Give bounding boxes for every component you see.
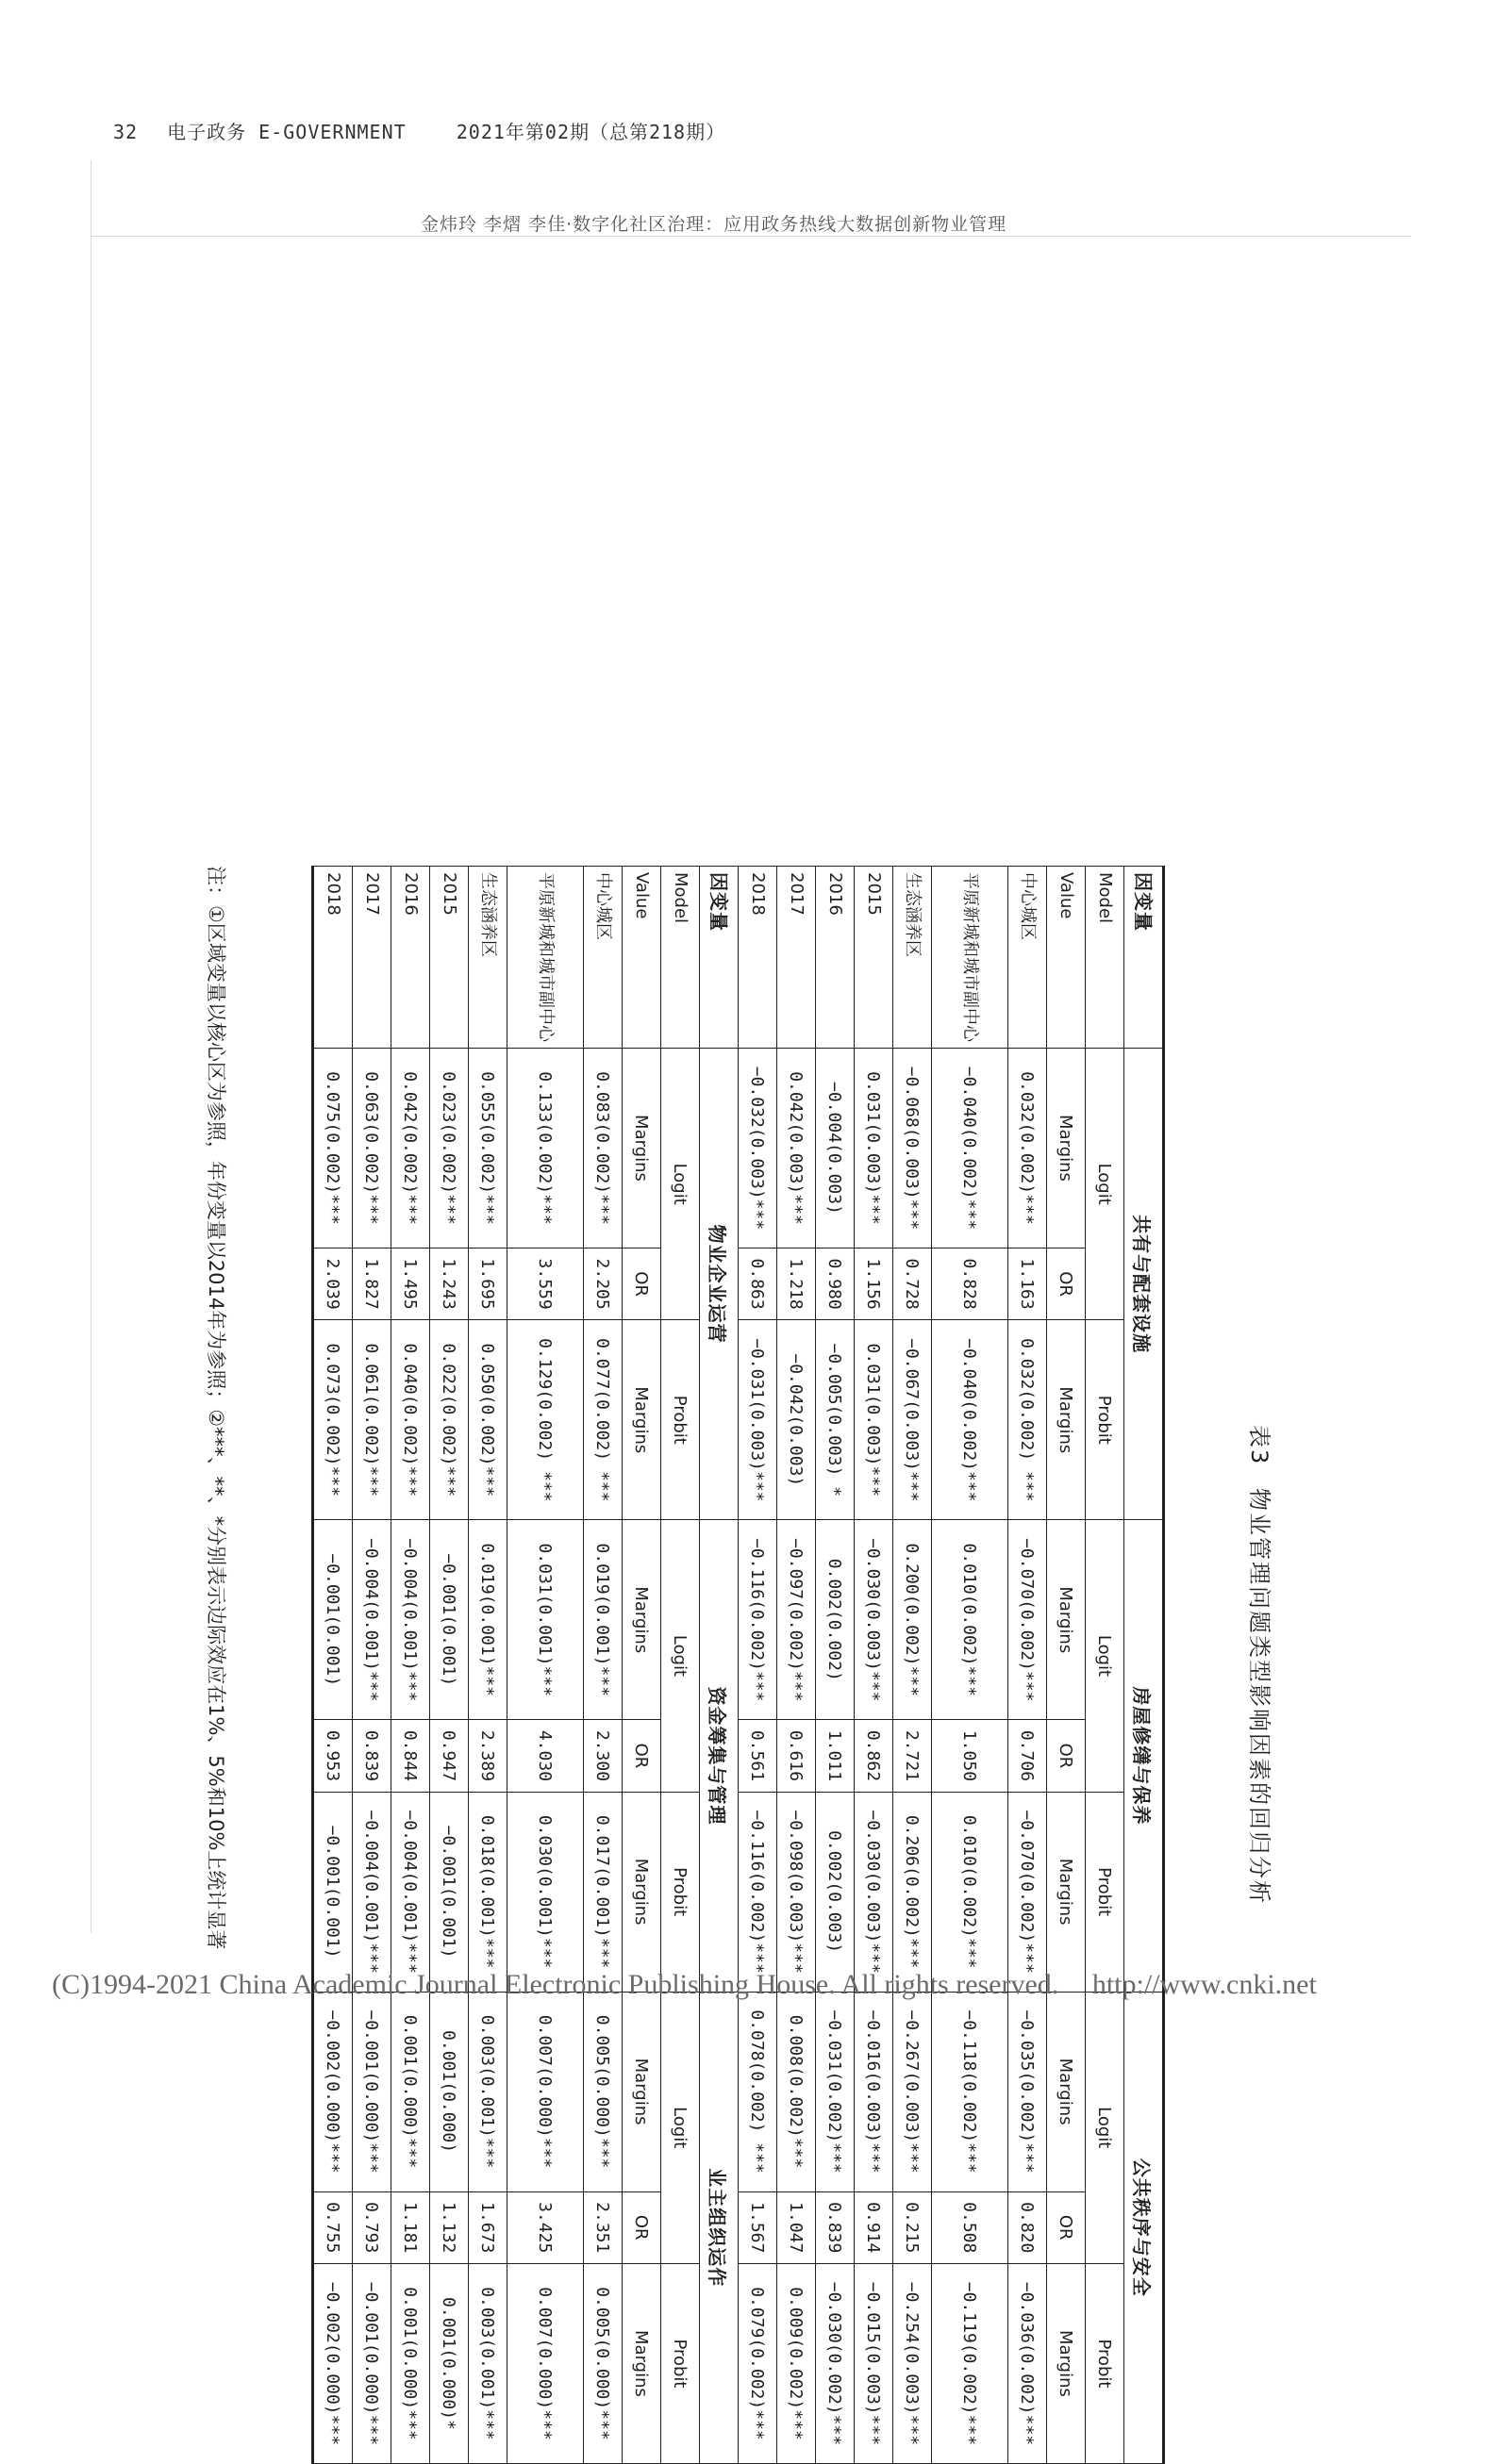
article-running-title: 金炜玲 李熠 李佳·数字化社区治理：应用政务热线大数据创新物业管理 [421, 214, 1007, 235]
table-cell: 0.001(0.000)*** [391, 2263, 430, 2463]
table-cell: 1.047 [777, 2191, 816, 2263]
table-cell: 0.862 [855, 1720, 893, 1792]
column-header: OR [1047, 1720, 1086, 1792]
table-cell: 1.050 [932, 1720, 1008, 1792]
table-cell: −0.002(0.000)*** [313, 2263, 353, 2463]
table-cell: 0.561 [739, 1720, 777, 1792]
table-cell: 0.055(0.002)*** [469, 1049, 507, 1249]
issue-info: 2021年第02期（总第218期） [456, 121, 726, 143]
table-note: 注：①区域变量以核心区为参照，年份变量以2014年为参照；②***、**、*分别表示边际效应在1%、5%和10%上统计显著 [205, 866, 227, 1950]
table-cell: −0.005(0.003) * [816, 1320, 855, 1520]
table-cell: 0.616 [777, 1720, 816, 1792]
table-cell: −0.001(0.001) [313, 1792, 353, 1992]
table-cell: 0.007(0.000)*** [507, 2263, 584, 2463]
group-header: 房屋修缮与保养 [1124, 1520, 1164, 1992]
column-header: Margins [623, 1320, 661, 1520]
row-label: 中心城区 [1008, 867, 1047, 1049]
page-number: 32 [113, 121, 139, 143]
table-cell: 0.009(0.002)*** [777, 2263, 816, 2463]
table-caption [1245, 866, 1278, 2464]
table-cell: −0.015(0.003)*** [855, 2263, 893, 2463]
regression-table [311, 866, 1165, 2464]
model-name: Logit [661, 1520, 700, 1792]
header-rule [91, 236, 1411, 237]
model-name: Logit [1086, 1049, 1124, 1320]
table-row [353, 867, 391, 2464]
table-cell: −0.097(0.002)*** [777, 1520, 816, 1720]
table-cell: 1.163 [1008, 1248, 1047, 1319]
table-cell: −0.004(0.001)*** [353, 1520, 391, 1720]
table-cell: 0.022(0.002)*** [430, 1320, 469, 1520]
table-cell: −0.001(0.001) [430, 1520, 469, 1720]
table-cell: 0.005(0.000)*** [584, 1992, 623, 2191]
table-cell: 3.559 [507, 1248, 584, 1319]
table-row [430, 867, 469, 2464]
table-cell: 1.695 [469, 1248, 507, 1319]
header-row-values [623, 867, 661, 2464]
table-cell: 0.031(0.003)*** [855, 1049, 893, 1249]
table-cell: −0.119(0.002)*** [932, 2263, 1008, 2463]
table-cell: −0.001(0.000)*** [353, 2263, 391, 2463]
table-cell: 0.042(0.002)*** [391, 1049, 430, 1249]
table-cell: 1.673 [469, 2191, 507, 2263]
row-label: 2017 [777, 867, 816, 1049]
table-cell: 0.031(0.003)*** [855, 1320, 893, 1520]
table-cell: −0.070(0.002)*** [1008, 1520, 1047, 1720]
table-cell: −0.116(0.002)*** [739, 1792, 777, 1992]
table-cell: 0.001(0.000) [430, 1992, 469, 2191]
table-cell: 0.200(0.002)*** [893, 1520, 932, 1720]
model-name: Logit [1086, 1520, 1124, 1792]
table-cell: 0.008(0.002)*** [777, 1992, 816, 2191]
table-cell: −0.036(0.002)*** [1008, 2263, 1047, 2463]
group-header: 资金筹集与管理 [700, 1520, 739, 1992]
group-header: 共有与配套设施 [1124, 1049, 1164, 1520]
table-cell: 2.039 [313, 1248, 353, 1319]
header-row-groups [1124, 867, 1164, 2464]
header-row-models [661, 867, 700, 2464]
table-cell: −0.116(0.002)*** [739, 1520, 777, 1720]
table-cell: 0.017(0.001)*** [584, 1792, 623, 1992]
table-cell: 0.002(0.002) [816, 1520, 855, 1720]
column-header: OR [1047, 1248, 1086, 1319]
table-cell: −0.040(0.002)*** [932, 1320, 1008, 1520]
model-name: Probit [1086, 1320, 1124, 1520]
table-cell: −0.004(0.001)*** [353, 1792, 391, 1992]
table-row [584, 867, 623, 2464]
table-cell: 0.953 [313, 1720, 353, 1792]
table-cell: 1.243 [430, 1248, 469, 1319]
row-label: 2017 [353, 867, 391, 1049]
table-cell: −0.004(0.001)*** [391, 1792, 430, 1992]
table-cell: 0.050(0.002)*** [469, 1320, 507, 1520]
column-header: OR [623, 2191, 661, 2263]
table-cell: −0.030(0.002)*** [816, 2263, 855, 2463]
table-cell: −0.004(0.001)*** [391, 1520, 430, 1720]
table-cell: −0.068(0.003)*** [893, 1049, 932, 1249]
table-cell: −0.118(0.002)*** [932, 1992, 1008, 2191]
table-cell: 2.351 [584, 2191, 623, 2263]
model-name: Probit [1086, 1792, 1124, 1992]
column-header: Margins [1047, 1520, 1086, 1720]
table-cell: −0.030(0.003)*** [855, 1792, 893, 1992]
table-body [313, 867, 1164, 2464]
table-row [313, 867, 353, 2464]
journal-name: 电子政务 E-GOVERNMENT [167, 121, 407, 143]
table-row [932, 867, 1008, 2464]
row-label: 2015 [855, 867, 893, 1049]
table-cell: 2.721 [893, 1720, 932, 1792]
row-label: 平原新城和城市副中心 [507, 867, 584, 1049]
row-label: 生态涵养区 [893, 867, 932, 1049]
table-cell: −0.035(0.002)*** [1008, 1992, 1047, 2191]
table-cell: 3.425 [507, 2191, 584, 2263]
table-cell: 0.061(0.002)*** [353, 1320, 391, 1520]
table-cell: 0.914 [855, 2191, 893, 2263]
column-header: Margins [623, 1792, 661, 1992]
running-head [113, 117, 725, 144]
table-cell: −0.031(0.002)*** [816, 1992, 855, 2191]
table-cell: 2.300 [584, 1720, 623, 1792]
table-cell: 1.181 [391, 2191, 430, 2263]
value-label: Value [1047, 867, 1086, 1049]
table-cell: 0.129(0.002) *** [507, 1320, 584, 1520]
column-header: Margins [1047, 1320, 1086, 1520]
table-cell: 1.011 [816, 1720, 855, 1792]
column-header: Margins [1047, 1992, 1086, 2191]
header-row-models [1086, 867, 1124, 2464]
table-cell: −0.040(0.002)*** [932, 1049, 1008, 1249]
header-row-groups [700, 867, 739, 2464]
table-cell: 0.031(0.001)*** [507, 1520, 584, 1720]
table-cell: 0.820 [1008, 2191, 1047, 2263]
row-label: 2016 [816, 867, 855, 1049]
column-header: OR [1047, 2191, 1086, 2263]
copyright-footer [52, 1969, 1317, 2001]
table-cell: −0.032(0.003)*** [739, 1049, 777, 1249]
table-cell: 1.132 [430, 2191, 469, 2263]
table-cell: −0.042(0.003) [777, 1320, 816, 1520]
dependent-variable-label: 因变量 [700, 867, 739, 1049]
table-cell: 0.863 [739, 1248, 777, 1319]
model-label: Model [1086, 867, 1124, 1049]
model-name: Probit [1086, 2263, 1124, 2463]
table-row [507, 867, 584, 2464]
model-name: Logit [1086, 1992, 1124, 2263]
column-header: Margins [1047, 1049, 1086, 1249]
table-cell: −0.098(0.003)*** [777, 1792, 816, 1992]
table-cell: 0.002(0.003) [816, 1792, 855, 1992]
table-cell: 0.133(0.002)*** [507, 1049, 584, 1249]
row-label: 2018 [739, 867, 777, 1049]
column-header: Margins [1047, 1792, 1086, 1992]
table-cell: 0.844 [391, 1720, 430, 1792]
table-cell: 0.018(0.001)*** [469, 1792, 507, 1992]
table-cell: 0.079(0.002)*** [739, 2263, 777, 2463]
table-cell: 0.083(0.002)*** [584, 1049, 623, 1249]
table-cell: −0.030(0.003)*** [855, 1520, 893, 1720]
table-row [391, 867, 430, 2464]
table-cell: −0.016(0.003)*** [855, 1992, 893, 2191]
table-cell: −0.067(0.003)*** [893, 1320, 932, 1520]
table-cell: 0.077(0.002) *** [584, 1320, 623, 1520]
column-header: Margins [623, 1049, 661, 1249]
row-label: 生态涵养区 [469, 867, 507, 1049]
table-cell: 0.839 [353, 1720, 391, 1792]
table-cell: 1.495 [391, 1248, 430, 1319]
table-cell: 4.030 [507, 1720, 584, 1792]
column-header: Margins [1047, 2263, 1086, 2463]
table-cell: 2.205 [584, 1248, 623, 1319]
table-cell: 0.003(0.001)*** [469, 1992, 507, 2191]
copyright-text: (C)1994-2021 China Academic Journal Electronic Publishing House. All rights reserved. [52, 1969, 1059, 2000]
table-cell: 0.793 [353, 2191, 391, 2263]
table-cell: −0.001(0.000)*** [353, 1992, 391, 2191]
table-row [855, 867, 893, 2464]
table-title: 物业管理问题类型影响因素的回归分析 [1246, 1487, 1272, 1905]
rotated-table-page [205, 866, 1278, 2464]
table-number: 表3 [1246, 1425, 1272, 1466]
dependent-variable-label: 因变量 [1124, 867, 1164, 1049]
row-label: 平原新城和城市副中心 [932, 867, 1008, 1049]
column-header: Margins [623, 2263, 661, 2463]
value-label: Value [623, 867, 661, 1049]
group-header: 业主组织运作 [700, 1992, 739, 2463]
table-row [1008, 867, 1047, 2464]
table-cell: 0.030(0.001)*** [507, 1792, 584, 1992]
table-cell: 1.218 [777, 1248, 816, 1319]
table-cell: 0.206(0.002)*** [893, 1792, 932, 1992]
table-cell: 0.073(0.002)*** [313, 1320, 353, 1520]
table-cell: 0.755 [313, 2191, 353, 2263]
table-cell: 1.827 [353, 1248, 391, 1319]
table-row [777, 867, 816, 2464]
table-cell: 0.010(0.002)*** [932, 1520, 1008, 1720]
table-cell: 0.040(0.002)*** [391, 1320, 430, 1520]
table-cell: 0.215 [893, 2191, 932, 2263]
table-cell: 0.947 [430, 1720, 469, 1792]
table-cell: 0.032(0.002) *** [1008, 1320, 1047, 1520]
table-row [739, 867, 777, 2464]
table-row [816, 867, 855, 2464]
table-cell: 0.828 [932, 1248, 1008, 1319]
table-cell: 1.156 [855, 1248, 893, 1319]
table-cell: 0.980 [816, 1248, 855, 1319]
table-cell: 0.019(0.001)*** [469, 1520, 507, 1720]
table-cell: −0.001(0.001) [430, 1792, 469, 1992]
table-cell: 0.005(0.000)*** [584, 2263, 623, 2463]
group-header: 公共秩序与安全 [1124, 1992, 1164, 2463]
table-cell: 0.075(0.002)*** [313, 1049, 353, 1249]
model-name: Logit [661, 1992, 700, 2263]
table-cell: 0.839 [816, 2191, 855, 2263]
table-cell: 0.001(0.000)*** [391, 1992, 430, 2191]
table-cell: 0.032(0.002)*** [1008, 1049, 1047, 1249]
table-cell: 0.508 [932, 2191, 1008, 2263]
table-cell: 0.078(0.002) *** [739, 1992, 777, 2191]
table-cell: 0.042(0.003)*** [777, 1049, 816, 1249]
table-cell: 0.010(0.002)*** [932, 1792, 1008, 1992]
model-name: Probit [661, 1320, 700, 1520]
table-cell: −0.031(0.003)*** [739, 1320, 777, 1520]
table-cell: −0.001(0.001) [313, 1520, 353, 1720]
row-label: 2015 [430, 867, 469, 1049]
group-header: 物业企业运营 [700, 1049, 739, 1520]
model-name: Probit [661, 1792, 700, 1992]
table-row [893, 867, 932, 2464]
header-row-values [1047, 867, 1086, 2464]
column-header: Margins [623, 1520, 661, 1720]
table-cell: 0.063(0.002)*** [353, 1049, 391, 1249]
model-name: Probit [661, 2263, 700, 2463]
row-label: 2016 [391, 867, 430, 1049]
row-label: 中心城区 [584, 867, 623, 1049]
table-cell: 1.567 [739, 2191, 777, 2263]
table-cell: −0.254(0.003)*** [893, 2263, 932, 2463]
table-cell: 0.019(0.001)*** [584, 1520, 623, 1720]
table-cell: −0.070(0.002)*** [1008, 1792, 1047, 1992]
table-cell: −0.004(0.003) [816, 1049, 855, 1249]
column-header: OR [623, 1720, 661, 1792]
row-label: 2018 [313, 867, 353, 1049]
table-cell: 0.001(0.000)* [430, 2263, 469, 2463]
table-cell: −0.267(0.003)*** [893, 1992, 932, 2191]
table-cell: 0.706 [1008, 1720, 1047, 1792]
table-cell: 0.023(0.002)*** [430, 1049, 469, 1249]
table-cell: 0.003(0.001)*** [469, 2263, 507, 2463]
cnki-url: http://www.cnki.net [1091, 1969, 1317, 2000]
table-cell: 0.728 [893, 1248, 932, 1319]
table-cell: 0.007(0.000)*** [507, 1992, 584, 2191]
table-row [469, 867, 507, 2464]
table-cell: 2.389 [469, 1720, 507, 1792]
column-header: Margins [623, 1992, 661, 2191]
column-header: OR [623, 1248, 661, 1319]
model-label: Model [661, 867, 700, 1049]
model-name: Logit [661, 1049, 700, 1320]
table-cell: −0.002(0.000)*** [313, 1992, 353, 2191]
